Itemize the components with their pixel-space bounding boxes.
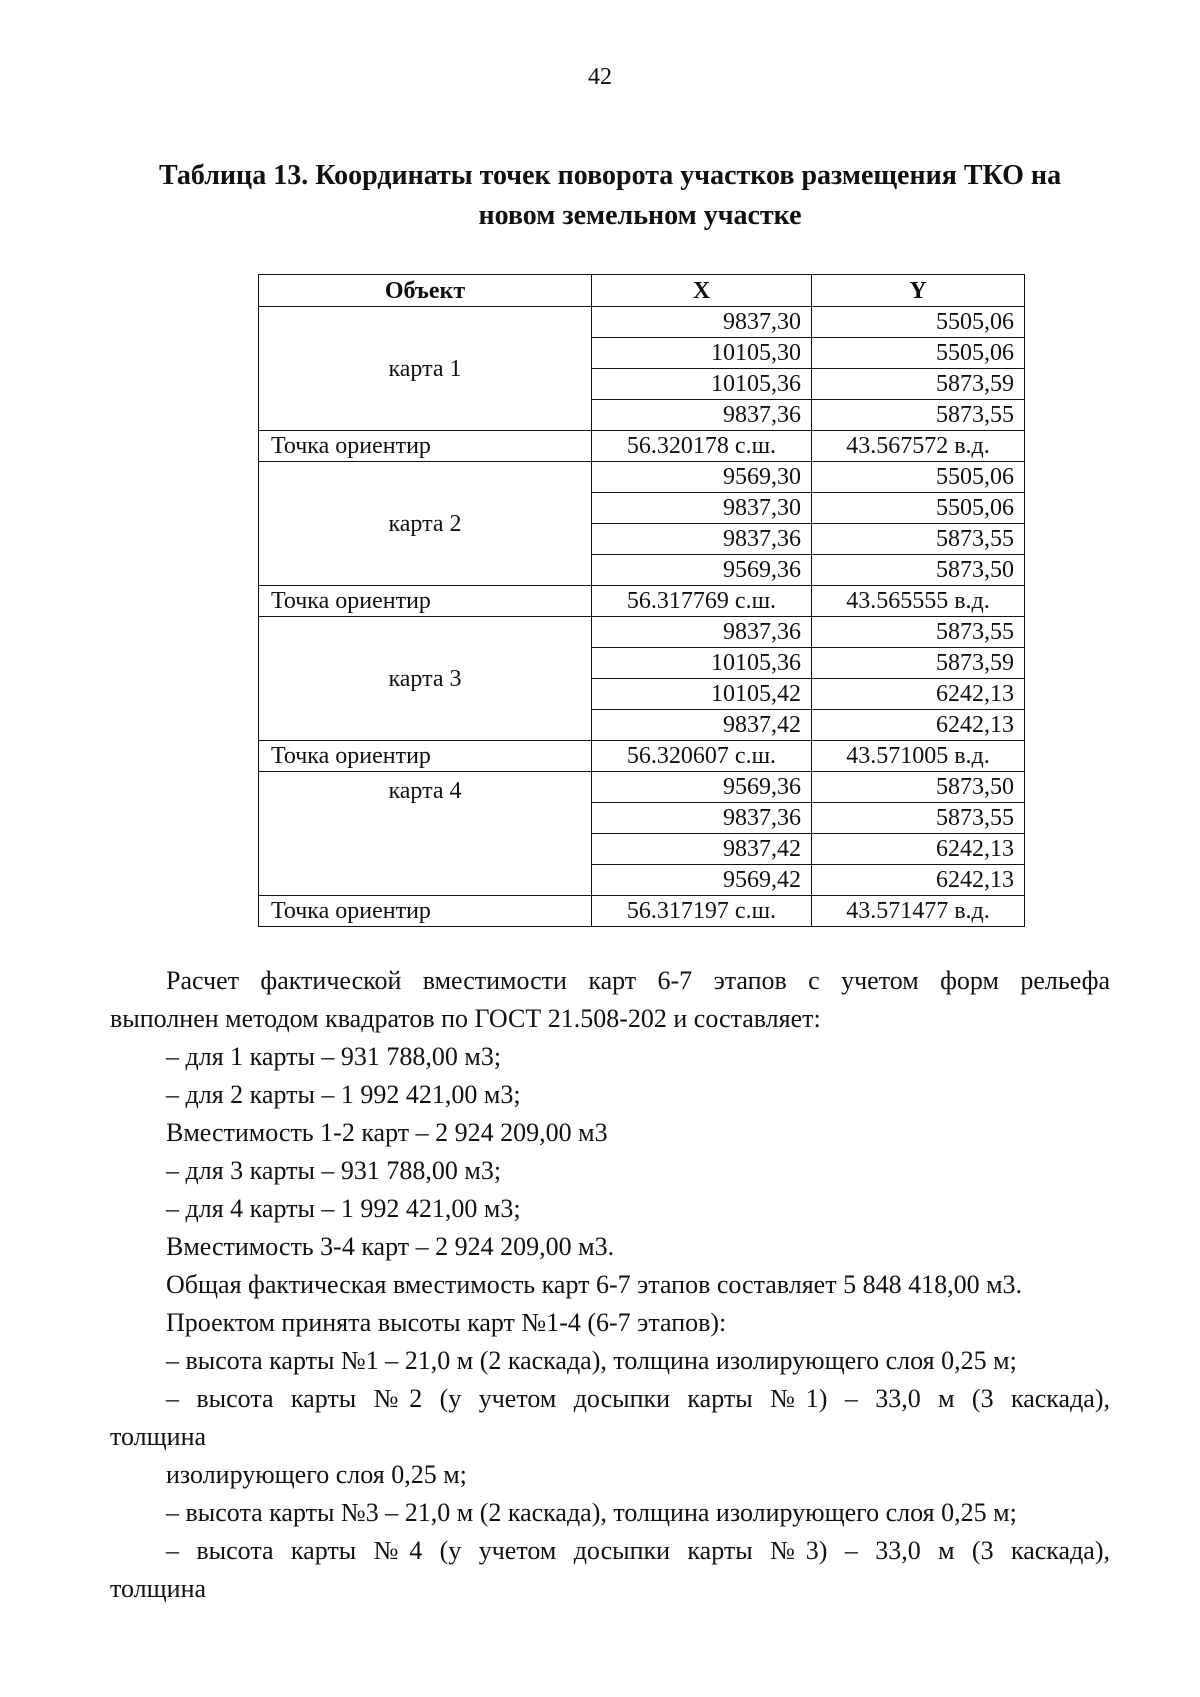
reference-longitude: 43.571005 в.д. (812, 741, 1025, 772)
table-title-line-1: Таблица 13. Координаты точек поворота участков размещения ТКО на (158, 160, 1062, 191)
table-row (259, 307, 1025, 338)
y-cell: 5873,55 (812, 400, 1025, 431)
y-cell: 5505,06 (812, 338, 1025, 369)
x-cell: 9569,42 (592, 865, 812, 896)
body-text (110, 962, 1110, 1608)
x-cell: 9837,42 (592, 834, 812, 865)
x-cell: 9569,30 (592, 462, 812, 493)
reference-point-row (259, 896, 1025, 927)
list-item: – высота карты №3 – 21,0 м (2 каскада), толщина изолирующего слоя 0,25 м; (166, 1498, 1017, 1527)
y-cell: 5873,50 (812, 555, 1025, 586)
x-cell: 9837,36 (592, 524, 812, 555)
table-row (259, 617, 1025, 648)
x-cell: 9837,36 (592, 617, 812, 648)
list-item: Вместимость 1-2 карт – 2 924 209,00 м3 (166, 1118, 608, 1147)
table-row (259, 462, 1025, 493)
page-number: 42 (588, 64, 612, 90)
x-cell: 9837,42 (592, 710, 812, 741)
paragraph-line: толщина (110, 1422, 207, 1451)
reference-latitude: 56.317197 с.ш. (592, 896, 812, 927)
y-cell: 5873,55 (812, 803, 1025, 834)
y-cell: 6242,13 (812, 679, 1025, 710)
list-item: изолирующего слоя 0,25 м; (166, 1460, 467, 1489)
reference-longitude: 43.567572 в.д. (812, 431, 1025, 462)
x-cell: 9837,36 (592, 400, 812, 431)
reference-point-label: Точка ориентир (259, 741, 592, 772)
x-cell: 9837,30 (592, 493, 812, 524)
table-row (259, 772, 1025, 803)
reference-latitude: 56.320178 с.ш. (592, 431, 812, 462)
x-cell: 10105,42 (592, 679, 812, 710)
reference-point-label: Точка ориентир (259, 586, 592, 617)
list-item: – для 3 карты – 931 788,00 м3; (166, 1156, 502, 1185)
list-item: – высота карты №1 – 21,0 м (2 каскада), толщина изолирующего слоя 0,25 м; (166, 1346, 1017, 1375)
y-cell: 5873,55 (812, 524, 1025, 555)
y-cell: 5873,55 (812, 617, 1025, 648)
x-cell: 9569,36 (592, 555, 812, 586)
y-cell: 5873,59 (812, 369, 1025, 400)
y-cell: 6242,13 (812, 834, 1025, 865)
table-title-line-2: новом земельном участке (478, 200, 802, 231)
reference-latitude: 56.320607 с.ш. (592, 741, 812, 772)
x-cell: 9837,36 (592, 803, 812, 834)
table-title (110, 156, 1110, 236)
x-cell: 10105,36 (592, 648, 812, 679)
paragraph-line: толщина (110, 1574, 207, 1603)
list-item: – высота карты №4 (у учетом досыпки карты №3) – 33,0 м (3 каскада), (166, 1536, 1110, 1565)
x-cell: 9569,36 (592, 772, 812, 803)
y-cell: 5505,06 (812, 493, 1025, 524)
reference-point-row (259, 586, 1025, 617)
object-cell-map-4: карта 4 (259, 772, 592, 896)
y-cell: 5873,50 (812, 772, 1025, 803)
reference-point-label: Точка ориентир (259, 896, 592, 927)
y-cell: 6242,13 (812, 865, 1025, 896)
y-cell: 6242,13 (812, 710, 1025, 741)
list-item: Вместимость 3-4 карт – 2 924 209,00 м3. (166, 1232, 615, 1261)
x-cell: 9837,30 (592, 307, 812, 338)
x-cell: 10105,36 (592, 369, 812, 400)
y-cell: 5505,06 (812, 462, 1025, 493)
object-cell-map-2: карта 2 (259, 462, 592, 586)
paragraph-line: выполнен методом квадратов по ГОСТ 21.508-202 и составляет: (110, 1004, 821, 1033)
list-item: – высота карты №2 (у учетом досыпки карты №1) – 33,0 м (3 каскада), (166, 1384, 1110, 1413)
table-header-row (259, 275, 1025, 307)
reference-longitude: 43.565555 в.д. (812, 586, 1025, 617)
reference-point-row (259, 431, 1025, 462)
header-y: Y (812, 275, 1025, 307)
object-cell-map-3: карта 3 (259, 617, 592, 741)
list-item: Общая фактическая вместимость карт 6-7 этапов составляет 5 848 418,00 м3. (166, 1270, 1023, 1299)
reference-point-label: Точка ориентир (259, 431, 592, 462)
reference-latitude: 56.317769 с.ш. (592, 586, 812, 617)
y-cell: 5505,06 (812, 307, 1025, 338)
coordinates-table (258, 274, 1025, 927)
list-item: Проектом принята высоты карт №1-4 (6-7 этапов): (166, 1308, 727, 1337)
header-object: Объект (259, 275, 592, 307)
header-x: X (592, 275, 812, 307)
list-item: – для 1 карты – 931 788,00 м3; (166, 1042, 502, 1071)
list-item: – для 2 карты – 1 992 421,00 м3; (166, 1080, 521, 1109)
reference-longitude: 43.571477 в.д. (812, 896, 1025, 927)
list-item: – для 4 карты – 1 992 421,00 м3; (166, 1194, 521, 1223)
x-cell: 10105,30 (592, 338, 812, 369)
paragraph-line: Расчет фактической вместимости карт 6-7 этапов с учетом форм рельефа (166, 966, 1110, 995)
y-cell: 5873,59 (812, 648, 1025, 679)
object-cell-map-1: карта 1 (259, 307, 592, 431)
reference-point-row (259, 741, 1025, 772)
